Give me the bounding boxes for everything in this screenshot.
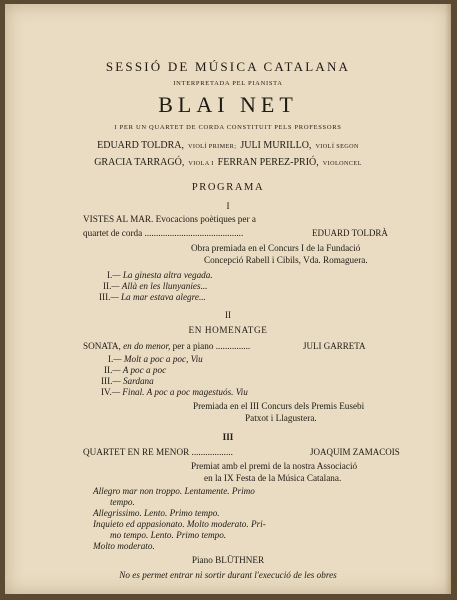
work-desc-vistes-cont: quartet de corda [83, 228, 143, 238]
part-2-note-2: Patxot i Llagustera. [245, 413, 317, 423]
part-1-title [83, 214, 256, 224]
movement-num: I. [108, 354, 114, 364]
performer-perez-prio: FERRAN PEREZ-PRIÓ, [217, 157, 319, 168]
movement-num: II. [104, 365, 113, 375]
pianist-name: BLAI NET [158, 92, 298, 117]
quartet-movement-line: Molto moderato. [93, 541, 155, 551]
quartet-movement-line: Allegrissimo. Lento. Primo tempo. [93, 508, 220, 518]
work-title-sonata: SONATA, [83, 341, 121, 351]
movement-row [103, 281, 207, 291]
part-2-heading: EN HOMENATGE [188, 325, 268, 335]
movement-row [108, 354, 203, 364]
role-viola: VIOLA I [188, 160, 214, 167]
movement-row [99, 292, 206, 302]
movement-num: IV. [101, 387, 112, 397]
work-title-quartet: QUARTET EN RE MENOR [83, 447, 190, 457]
part-2-title [83, 341, 250, 351]
quartet-movement-line: Allegro mar non troppo. Lentamente. Primo [93, 486, 255, 496]
part-1-note-1: Obra premiada en el Concurs I de la Fundació [191, 243, 361, 253]
movement-text: — La mar estava alegre... [110, 292, 206, 302]
work-title-vistes: VISTES AL MAR. [83, 214, 154, 224]
work-desc-sonata: per a piano [172, 341, 214, 351]
work-desc-vistes: Evocacions poètiques per a [155, 214, 256, 224]
performer-murillo: JULI MURILLO, [240, 140, 312, 151]
movement-row [104, 365, 166, 375]
composer-zamacois: JOAQUIM ZAMACOIS [310, 447, 400, 457]
concert-title: SESSIÓ DE MÚSICA CATALANA [105, 59, 351, 74]
performers-line-1 [5, 135, 451, 153]
composer-toldra: EDUARD TOLDRÀ [312, 228, 388, 238]
leader-dots-1: ........................................... [144, 228, 244, 238]
part-3-title [83, 447, 233, 457]
movement-row [107, 270, 213, 280]
movement-text: — Molt a poc a poc, Viu [113, 354, 203, 364]
quartet-movement-line: tempo. [110, 497, 135, 507]
movement-text: — Allà en les llunyanies... [111, 281, 208, 291]
footer-notice: No es permet entrar ni sortir durant l'execució de les obres [119, 570, 337, 580]
programa-heading: PROGRAMA [191, 182, 265, 193]
performer-tarrago: GRACIA TARRAGÓ, [94, 157, 185, 168]
part-3-note-2: en la IX Festa de la Música Catalana. [204, 473, 342, 483]
part-2-note-1: Premiada en el III Concurs dels Premis Eusebi [193, 401, 365, 411]
role-violoncel: VIOLONCEL [322, 160, 362, 167]
quartet-movement-line: mo tempo. Lento. Primo tempo. [110, 530, 227, 540]
movement-num: III. [101, 376, 113, 386]
performers-line-2 [5, 152, 451, 170]
part-1-numeral: I [226, 201, 230, 211]
movement-text: — Final. A poc a poc magestuós. Viu [111, 387, 248, 397]
part-3-note-1: Premiat amb el premi de la nostra Associació [191, 461, 358, 471]
part-1-note-2: Concepció Rabell i Cibils, Vda. Romaguera. [204, 255, 368, 265]
movement-row [101, 376, 154, 386]
movement-num: III. [99, 292, 111, 302]
composer-garreta: JULI GARRETA [303, 341, 366, 351]
movement-text: — A poc a poc [112, 365, 167, 375]
part-2-numeral: II [224, 310, 232, 320]
concert-subtitle: INTERPRETADA PEL PIANISTA [173, 80, 283, 87]
piano-brand: Piano BLÜTHNER [191, 555, 265, 565]
performer-toldra: EDUARD TOLDRA, [97, 140, 184, 151]
movement-row [101, 387, 248, 397]
quartet-intro: I PER UN QUARTET DE CORDA CONSTITUIT PELS PROFESSORS [114, 124, 342, 131]
leader-dots-3: .................. [191, 447, 233, 457]
movement-num: II. [103, 281, 112, 291]
part-1-title-cont [83, 228, 243, 238]
movement-num: I. [107, 270, 113, 280]
leader-dots-2: ............... [215, 341, 251, 351]
movement-text: — La ginesta altra vegada. [112, 270, 213, 280]
role-violi-segon: VIOLÍ SEGON [315, 143, 359, 150]
quartet-movement-line: Inquieto ed appasionato. Molto moderato. Pri- [93, 519, 266, 529]
program-page [5, 4, 451, 594]
work-key-sonata: en do menor, [123, 341, 171, 351]
movement-text: — Sardana [112, 376, 154, 386]
role-violi-primer: VIOLÍ PRIMER; [187, 143, 237, 150]
part-3-numeral: III [222, 432, 234, 442]
